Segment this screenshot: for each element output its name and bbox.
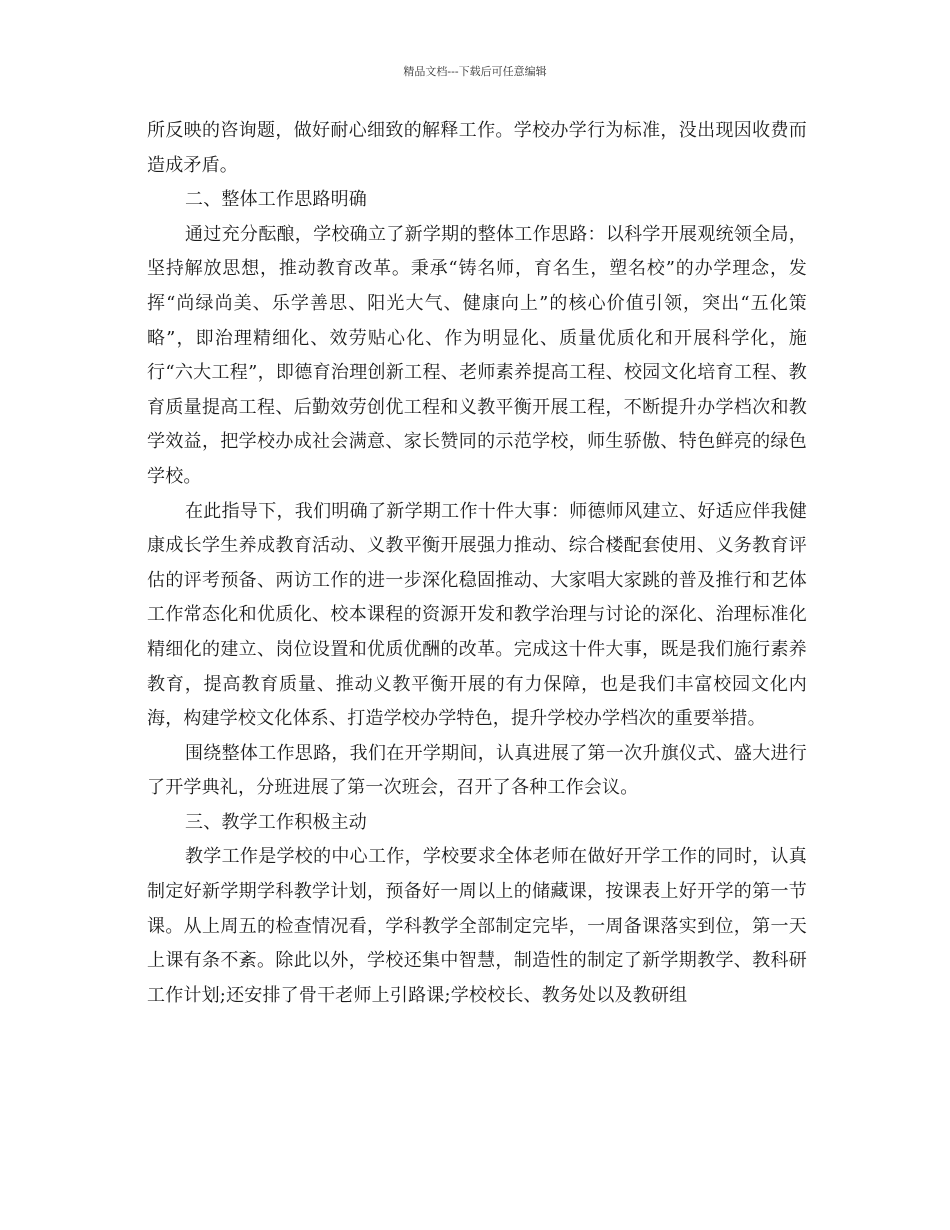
paragraph-overall-approach: 通过充分酝酿，学校确立了新学期的整体工作思路：以科学开展观统领全局，坚持解放思想，推动教育改革。秉承“铸名师，育名生，塑名校”的办学理念，发挥“尚绿尚美、乐学善思、阳光大气、健康向上”的核心价值引领，突出“五化策略”，即治理精细化、效劳贴心化、作为明显化、质量优质化和开展科学化，施行“六大工程”，即德育治理创新工程、老师素养提高工程、校园文化培育工程、教育质量提高工程、后勤效劳创优工程和义教平衡开展工程，不断提升办学档次和教学效益，把学校办成社会满意、家长赞同的示范学校，师生骄傲、特色鲜亮的绿色学校。 bbox=[147, 223, 807, 487]
paragraph-teaching-work: 教学工作是学校的中心工作，学校要求全体老师在做好开学工作的同时，认真制定好新学期学科教学计划，预备好一周以上的储藏课，按课表上好开学的第一节课。从上周五的检查情况看，学科教学全部制定完毕，一周备课落实到位，第一天上课有条不紊。除此以外，学校还集中智慧，制造性的制定了新学期教学、教科研工作计划;还安排了骨干老师上引路课;学校校长、教务处以及教研组 bbox=[147, 846, 807, 1006]
section-heading-overall-approach: 二、整体工作思路明确 bbox=[185, 189, 367, 211]
section-heading-teaching-work: 三、教学工作积极主动 bbox=[185, 811, 367, 833]
paragraph-ten-tasks: 在此指导下，我们明确了新学期工作十件大事：师德师风建立、好适应伴我健康成长学生养成教育活动、义教平衡开展强力推动、综合楼配套使用、义务教育评估的评考预备、两访工作的进一步深化稳固推动、大家唱大家跳的普及推行和艺体工作常态化和优质化、校本课程的资源开发和教学治理与讨论的深化、治理标准化精细化的建立、岗位设置和优质优酬的改革。完成这十件大事，既是我们施行素养教育，提高教育质量、推动义教平衡开展的有力保障，也是我们丰富校园文化内海，构建学校文化体系、打造学校办学特色，提升学校办学档次的重要举措。 bbox=[147, 500, 807, 730]
paragraph-opening-activities: 围绕整体工作思路，我们在开学期间，认真进展了第一次升旗仪式、盛大进行了开学典礼，分班进展了第一次班会，召开了各种工作会议。 bbox=[147, 742, 807, 799]
page-header: 精品文档---下载后可任意编辑 bbox=[403, 65, 547, 78]
paragraph-continuation: 所反映的咨询题，做好耐心细致的解释工作。学校办学行为标准，没出现因收费而造成矛盾。 bbox=[147, 120, 807, 176]
document-body bbox=[147, 114, 807, 1013]
